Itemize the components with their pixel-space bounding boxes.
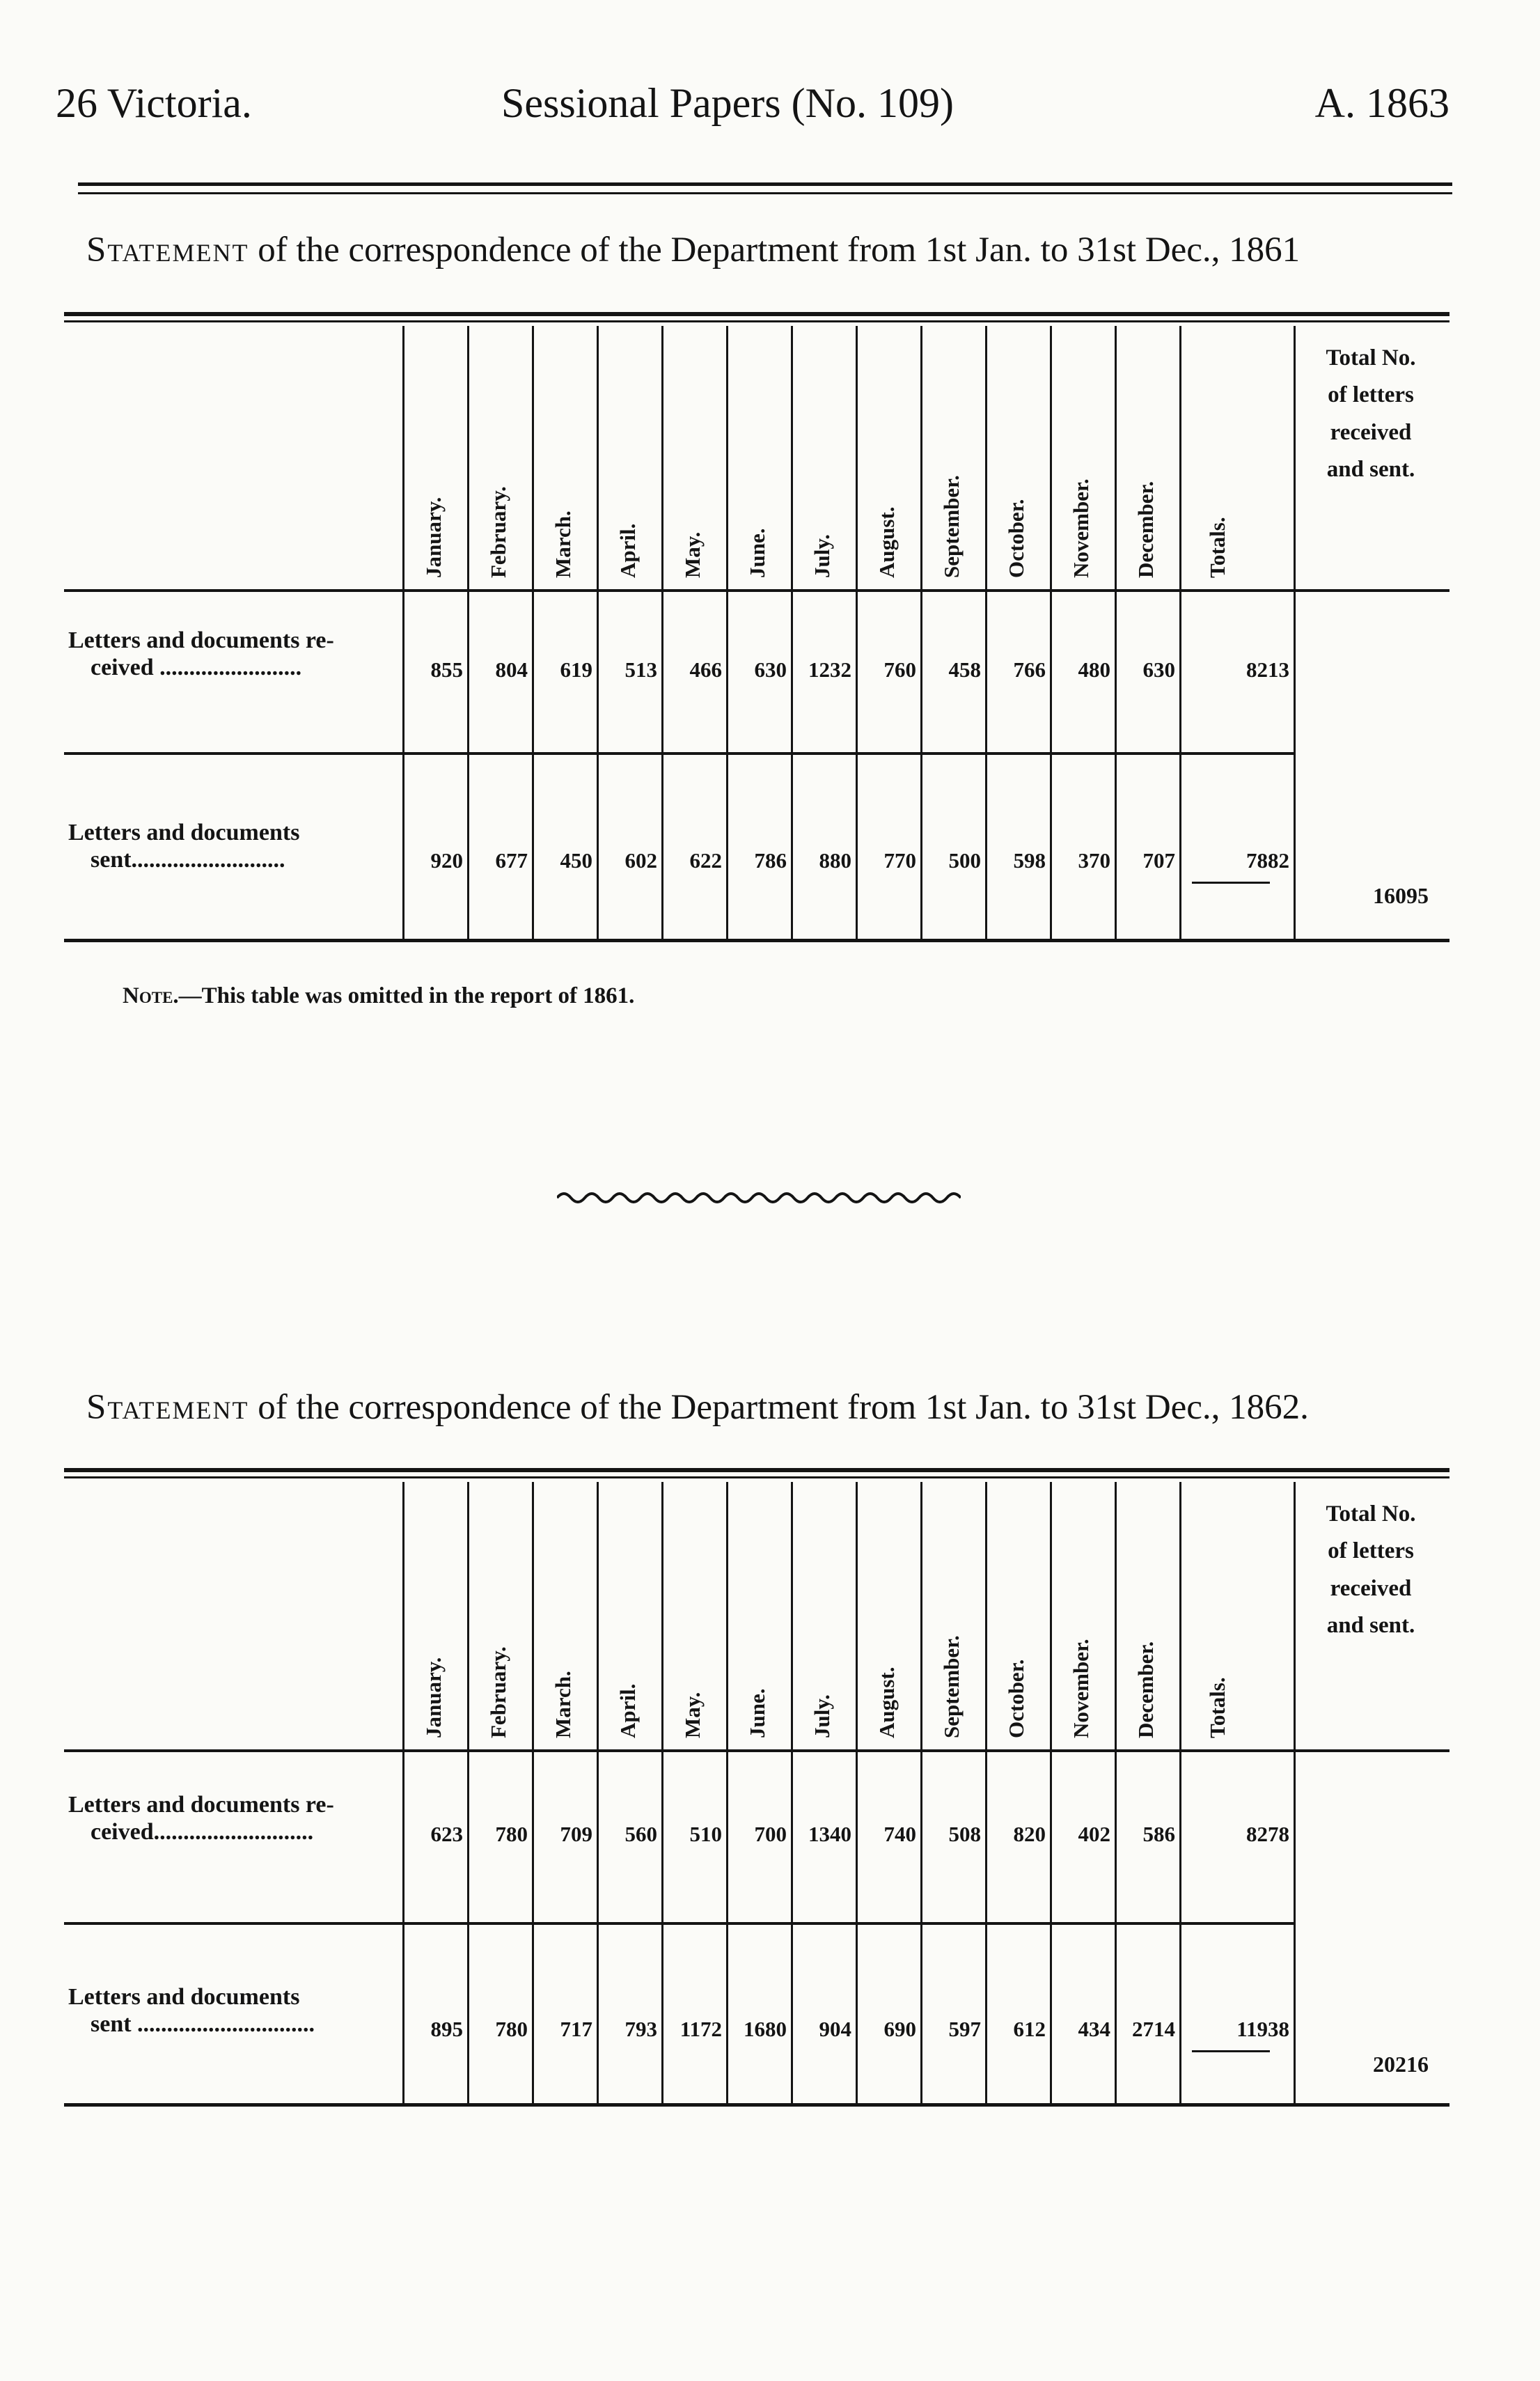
- received-cell: 480: [1078, 657, 1110, 682]
- sent-cell: 880: [819, 848, 851, 873]
- month-header-label: July.: [810, 534, 834, 578]
- month-header-label: August.: [874, 1666, 899, 1738]
- month-header-label: February.: [486, 1646, 510, 1738]
- table-column-rule: [661, 1482, 663, 2103]
- total-header: [1298, 340, 1444, 489]
- sent-cell: 598: [1013, 848, 1046, 873]
- sent-cell: 2714: [1132, 2017, 1175, 2041]
- statement-1862-title-lead: Statement: [86, 1388, 249, 1427]
- totals-underline: [1192, 882, 1270, 884]
- received-cell: 508: [948, 1822, 981, 1846]
- received-label-line: Letters and documents re-: [68, 1792, 334, 1818]
- table-column-rule: [467, 326, 469, 939]
- received-cell: 740: [883, 1822, 916, 1846]
- month-header-label: July.: [810, 1694, 834, 1738]
- sent-label-line: sent ..............................: [91, 2011, 315, 2038]
- statement-1861-title-rest: of the correspondence of the Department from 1st Jan. to 31st Dec., 1861: [258, 231, 1301, 270]
- month-header-label: November.: [1069, 478, 1093, 578]
- table-1861: [64, 312, 1449, 953]
- month-header-label: December.: [1133, 1641, 1158, 1738]
- sent-cell: 793: [624, 2017, 657, 2041]
- statement-1862-title-rest: of the correspondence of the Department from 1st Jan. to 31st Dec., 1862.: [258, 1388, 1309, 1427]
- table-column-rule: [467, 1482, 469, 2103]
- sent-label-line: sent..........................: [91, 847, 285, 873]
- month-header-label: March.: [551, 1671, 575, 1738]
- header-center: Sessional Papers (No. 109): [501, 80, 954, 126]
- month-header-label: June.: [745, 1688, 769, 1738]
- received-cell: 458: [948, 657, 981, 682]
- sent-cell: 7882: [1246, 848, 1289, 873]
- sent-cell: 612: [1013, 2017, 1046, 2041]
- grand-total: 16095: [1373, 883, 1429, 908]
- month-header-label: January.: [421, 497, 446, 578]
- table-1862: [64, 1468, 1449, 2123]
- table-column-rule: [791, 326, 793, 939]
- header-left: 26 Victoria.: [56, 80, 252, 126]
- received-cell: 619: [560, 657, 592, 682]
- total-header-line: and sent.: [1326, 457, 1415, 483]
- table-column-rule: [985, 1482, 987, 2103]
- header-right: A. 1863: [1314, 80, 1449, 126]
- sent-cell: 622: [689, 848, 722, 873]
- month-header-label: April.: [615, 523, 640, 578]
- table-column-rule: [597, 1482, 599, 2103]
- table-column-rule: [726, 1482, 728, 2103]
- table-column-rule: [920, 1482, 922, 2103]
- month-header-label: August.: [874, 506, 899, 578]
- month-header-label: Totals.: [1205, 517, 1229, 578]
- table-row-rule: [64, 752, 1294, 755]
- wavy-separator-icon: [557, 1184, 961, 1212]
- table-column-rule: [726, 326, 728, 939]
- statement-1861-title: [86, 233, 1300, 268]
- sent-cell: 434: [1078, 2017, 1110, 2041]
- sent-cell: 895: [430, 2017, 463, 2041]
- total-header-line: Total No.: [1326, 1501, 1416, 1527]
- sent-cell: 920: [430, 848, 463, 873]
- table-column-rule: [1294, 1482, 1296, 2103]
- table-column-rule: [532, 326, 534, 939]
- month-header-label: September.: [939, 1635, 964, 1738]
- total-header-line: received: [1330, 419, 1412, 445]
- sent-label-line: Letters and documents: [68, 1984, 300, 2010]
- received-cell: 766: [1013, 657, 1046, 682]
- sent-label-line: Letters and documents: [68, 820, 300, 845]
- received-cell: 630: [754, 657, 787, 682]
- sent-cell: 770: [883, 848, 916, 873]
- table-header-rule: [64, 1749, 1449, 1752]
- month-header-label: December.: [1133, 481, 1158, 578]
- sent-cell: 677: [495, 848, 528, 873]
- sent-cell: 11938: [1236, 2017, 1289, 2041]
- statement-1862-title: [86, 1390, 1309, 1426]
- total-header-line: Total No.: [1326, 345, 1416, 370]
- received-label-line: Letters and documents re-: [68, 627, 334, 653]
- table-bottom-rule: [64, 2103, 1449, 2107]
- total-header-line: received: [1330, 1575, 1412, 1601]
- table-row-rule: [64, 1922, 1294, 1925]
- month-header-label: April.: [615, 1683, 640, 1738]
- table-column-rule: [1050, 326, 1052, 939]
- received-cell: 709: [560, 1822, 592, 1846]
- sent-cell: 690: [883, 2017, 916, 2041]
- table-column-rule: [856, 1482, 858, 2103]
- month-header-label: October.: [1004, 1659, 1028, 1738]
- total-header: [1298, 1496, 1444, 1645]
- received-cell: 760: [883, 657, 916, 682]
- received-cell: 1232: [808, 657, 851, 682]
- grand-total: 20216: [1373, 2052, 1429, 2077]
- sent-cell: 780: [495, 2017, 528, 2041]
- header-rule-thin: [78, 192, 1452, 194]
- sent-cell: 602: [624, 848, 657, 873]
- sent-cell: 707: [1142, 848, 1175, 873]
- table-column-rule: [661, 326, 663, 939]
- received-cell: 8278: [1246, 1822, 1289, 1846]
- table-bottom-rule: [64, 939, 1449, 942]
- month-header-label: Totals.: [1205, 1677, 1229, 1738]
- month-header-label: June.: [745, 528, 769, 578]
- table-column-rule: [597, 326, 599, 939]
- received-cell: 513: [624, 657, 657, 682]
- month-header-label: January.: [421, 1657, 446, 1738]
- table-column-rule: [985, 326, 987, 939]
- sent-cell: 786: [754, 848, 787, 873]
- received-cell: 700: [754, 1822, 787, 1846]
- received-cell: 560: [624, 1822, 657, 1846]
- month-header-label: March.: [551, 510, 575, 578]
- received-label-line: ceived ........................: [91, 655, 302, 681]
- table-top-rule-thin: [64, 1476, 1449, 1478]
- received-cell: 855: [430, 657, 463, 682]
- month-header-label: May.: [680, 1692, 705, 1738]
- header-rule: [78, 182, 1452, 186]
- received-cell: 623: [430, 1822, 463, 1846]
- table-column-rule: [532, 1482, 534, 2103]
- note-text: —This table was omitted in the report of 1861.: [178, 983, 635, 1008]
- received-cell: 586: [1142, 1822, 1175, 1846]
- month-header-label: October.: [1004, 499, 1028, 578]
- received-cell: 510: [689, 1822, 722, 1846]
- received-cell: 402: [1078, 1822, 1110, 1846]
- sent-cell: 904: [819, 2017, 851, 2041]
- table-column-rule: [1294, 326, 1296, 939]
- sent-cell: 500: [948, 848, 981, 873]
- table-column-rule: [920, 326, 922, 939]
- month-header-label: November.: [1069, 1639, 1093, 1738]
- table-column-rule: [856, 326, 858, 939]
- totals-underline: [1192, 2050, 1270, 2052]
- table-column-rule: [1179, 326, 1181, 939]
- note-lead: Note.: [123, 983, 179, 1008]
- sent-cell: 1172: [679, 2017, 722, 2041]
- month-header-label: February.: [486, 486, 510, 578]
- received-cell: 8213: [1246, 657, 1289, 682]
- statement-1861-title-lead: Statement: [86, 231, 249, 270]
- note: [123, 983, 634, 1009]
- received-cell: 466: [689, 657, 722, 682]
- sent-cell: 1680: [744, 2017, 787, 2041]
- table-column-rule: [791, 1482, 793, 2103]
- month-header-label: September.: [939, 475, 964, 578]
- table-column-rule: [1050, 1482, 1052, 2103]
- sent-cell: 597: [948, 2017, 981, 2041]
- table-column-rule: [1179, 1482, 1181, 2103]
- sent-cell: 370: [1078, 848, 1110, 873]
- received-cell: 1340: [808, 1822, 851, 1846]
- table-column-rule: [1115, 1482, 1117, 2103]
- sent-cell: 717: [560, 2017, 592, 2041]
- table-header-rule: [64, 589, 1449, 592]
- sent-cell: 450: [560, 848, 592, 873]
- received-cell: 630: [1142, 657, 1175, 682]
- received-cell: 804: [495, 657, 528, 682]
- table-top-rule-thin: [64, 320, 1449, 322]
- received-cell: 780: [495, 1822, 528, 1846]
- total-header-line: of letters: [1328, 1538, 1414, 1564]
- table-top-rule: [64, 1468, 1449, 1472]
- received-label-line: ceived...........................: [91, 1819, 314, 1845]
- total-header-line: of letters: [1328, 382, 1414, 408]
- table-column-rule: [1115, 326, 1117, 939]
- table-top-rule: [64, 312, 1449, 316]
- month-header-label: May.: [680, 531, 705, 578]
- total-header-line: and sent.: [1326, 1613, 1415, 1639]
- received-cell: 820: [1013, 1822, 1046, 1846]
